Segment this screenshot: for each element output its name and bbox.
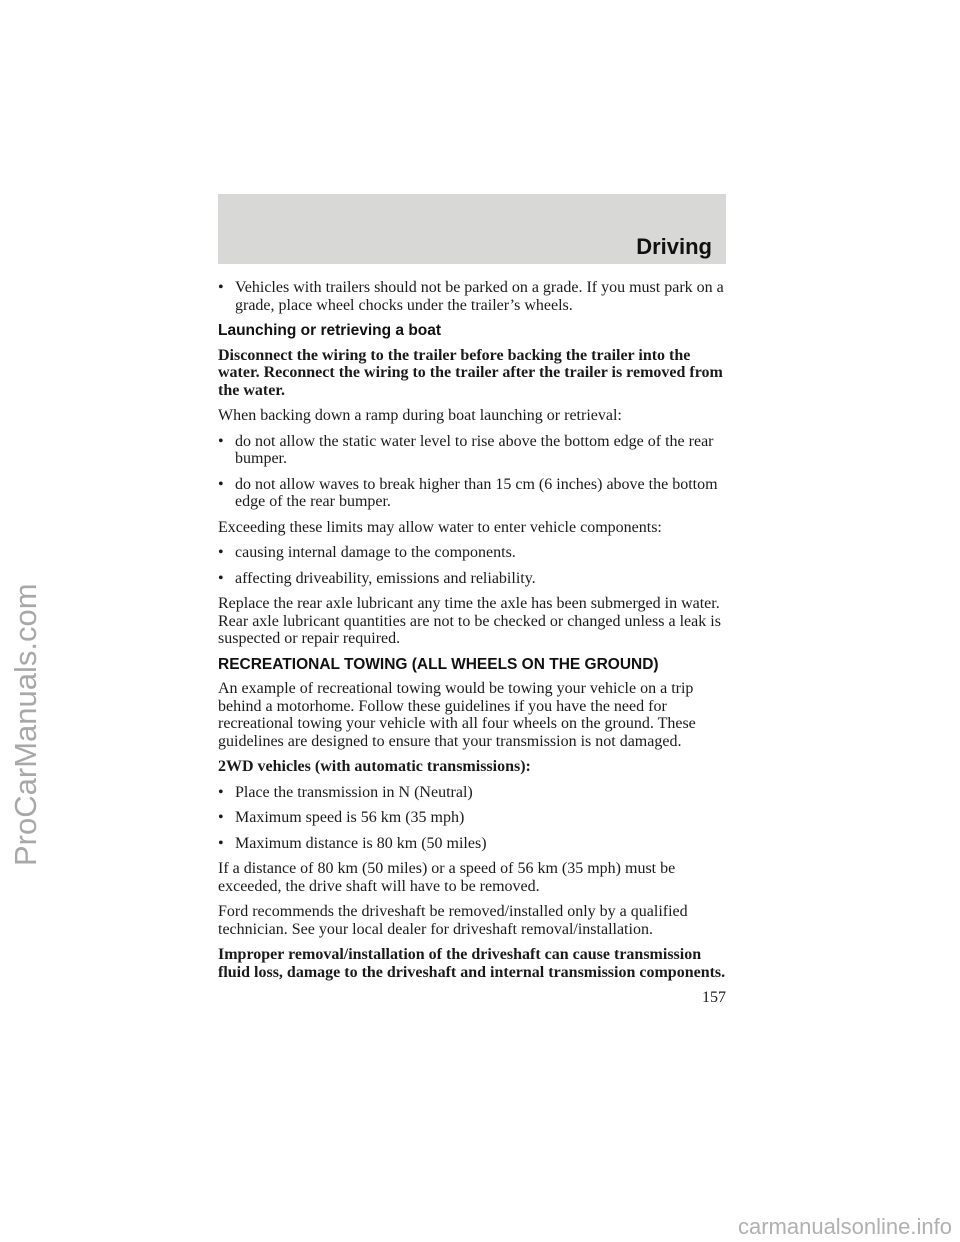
bullet-item xyxy=(218,570,728,588)
bullet-text: Maximum speed is 56 km (35 mph) xyxy=(235,809,465,826)
ford-paragraph: Ford recommends the driveshaft be removed/installed only by a qualified technician. See your local dealer for driveshaft removal/installation. xyxy=(218,903,688,938)
section-title: Driving xyxy=(636,234,712,259)
page-number: 157 xyxy=(702,989,726,1006)
bullet-text: affecting driveability, emissions and reliability. xyxy=(235,569,536,587)
bullet-icon: • xyxy=(218,783,224,801)
bullet-item xyxy=(218,544,728,562)
exceed-paragraph: If a distance of 80 km (50 miles) or a speed of 56 km (35 mph) must be exceeded, the drive shaft will have to be removed. xyxy=(218,860,676,895)
bullet-text: Maximum distance is 80 km (50 miles) xyxy=(235,834,487,852)
bullet-item xyxy=(218,809,728,827)
bottom-watermark: carmanualsonline.info xyxy=(737,1214,952,1239)
improper-warning: Improper removal/installation of the driveshaft can cause transmission fluid loss, damage to the driveshaft and internal transmission components. xyxy=(218,946,726,981)
bullet-item xyxy=(218,279,728,314)
page-content xyxy=(218,279,728,989)
bullet-item xyxy=(218,835,728,853)
axle-paragraph: Replace the rear axle lubricant any time the axle has been submerged in water. Rear axle lubricant quantities are not to be checked or changed unless a leak is suspected or repair required. xyxy=(218,595,721,647)
bullet-item xyxy=(218,476,728,511)
section-header-band xyxy=(218,194,726,264)
exceeding-intro: Exceeding these limits may allow water to enter vehicle components: xyxy=(218,518,662,536)
bullet-icon: • xyxy=(218,432,224,450)
bullet-icon: • xyxy=(218,569,224,587)
towing-heading: RECREATIONAL TOWING (ALL WHEELS ON THE GROUND) xyxy=(218,655,659,673)
bullet-item xyxy=(218,433,728,468)
bullet-item xyxy=(218,784,728,802)
bullet-text: do not allow waves to break higher than 15 cm (6 inches) above the bottom edge of the rear bumper. xyxy=(235,475,718,510)
bullet-icon: • xyxy=(218,544,224,561)
ramp-intro: When backing down a ramp during boat launching or retrieval: xyxy=(218,407,622,424)
bullet-text: Place the transmission in N (Neutral) xyxy=(235,783,473,801)
bullet-icon: • xyxy=(218,809,224,826)
boat-warning: Disconnect the wiring to the trailer before backing the trailer into the water. Reconnect the wiring to the trailer after the trailer is removed from the water. xyxy=(218,346,723,399)
bullet-icon: • xyxy=(218,475,224,493)
towing-paragraph: An example of recreational towing would be towing your vehicle on a trip behind a motorhome. Follow these guidelines if you have the need for recreational towing your vehicle with all four wheels on the ground. These guidelines are designed to ensure that your transmission is not damaged. xyxy=(218,680,696,750)
bullet-text: Vehicles with trailers should not be parked on a grade. If you must park on a grade, place wheel chocks under the trailer’s wheels. xyxy=(235,279,724,314)
bullet-text: causing internal damage to the components. xyxy=(235,544,516,561)
side-watermark: ProCarManuals.com xyxy=(8,583,43,866)
boat-heading: Launching or retrieving a boat xyxy=(218,322,442,339)
twowd-heading: 2WD vehicles (with automatic transmissions): xyxy=(218,758,531,775)
bullet-icon: • xyxy=(218,279,224,296)
bullet-icon: • xyxy=(218,834,224,852)
bullet-text: do not allow the static water level to rise above the bottom edge of the rear bumper. xyxy=(235,432,714,467)
